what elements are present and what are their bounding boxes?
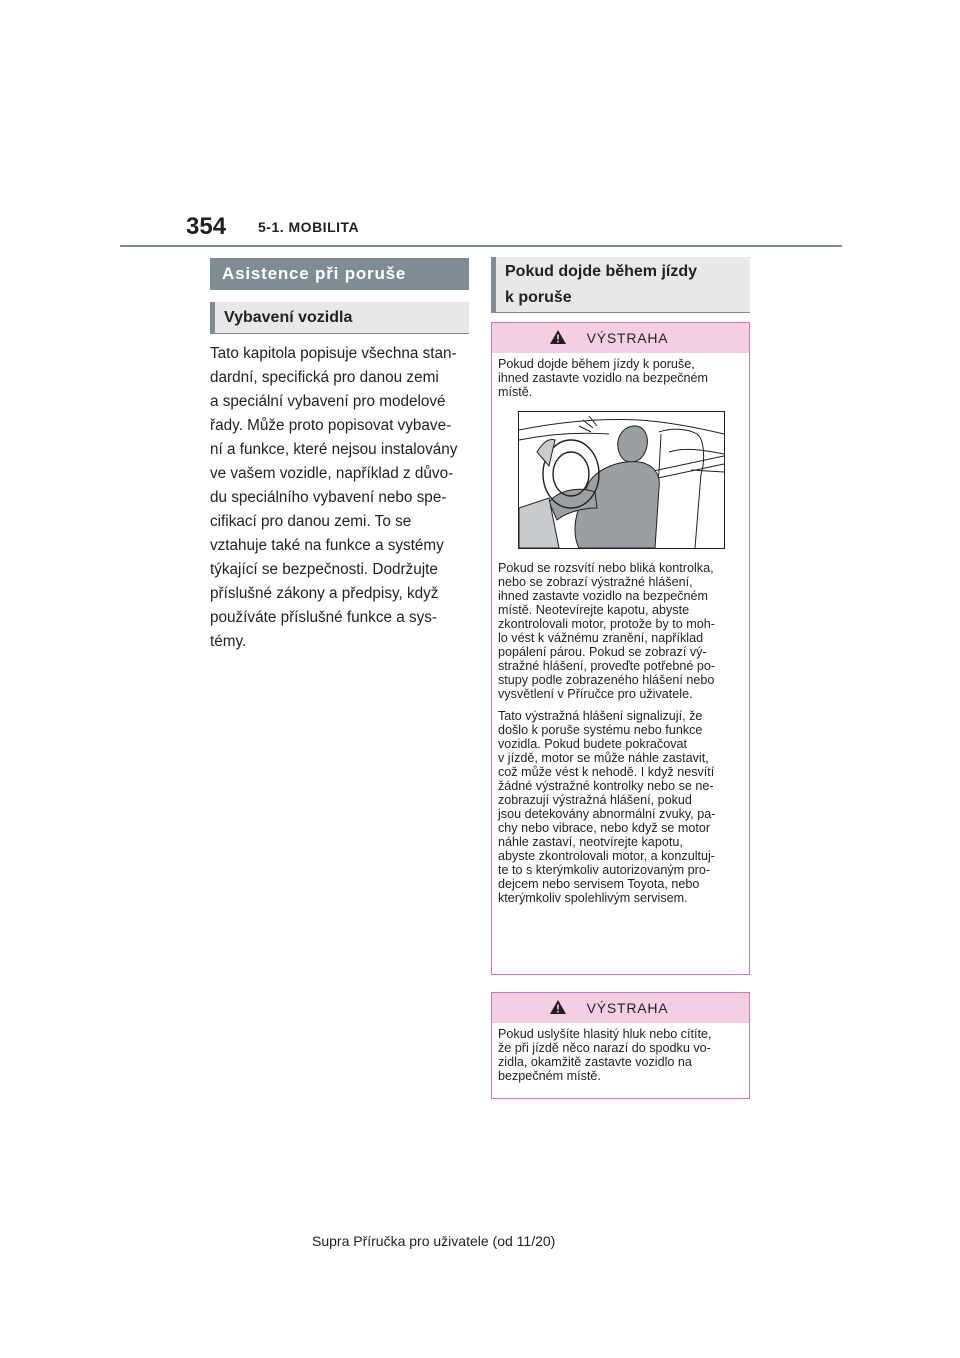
text-line: Pokud uslyšíte hlasitý hluk nebo cítíte, [498,1027,712,1041]
text-line: te to s kterýmkoliv autorizovaným pro- [498,863,711,877]
text-line: ihned zastavte vozidlo na bezpečném [498,589,709,603]
warning-paragraph [498,1027,743,1083]
breakdown-heading-line: Pokud dojde během jízdy [505,263,698,280]
section-label: 5-1. MOBILITA [258,219,360,235]
warning-paragraph [498,561,743,701]
intro-line: používáte příslušné funkce a sys- [210,609,438,626]
intro-line: du speciálního vybavení nebo spe- [210,489,447,506]
text-line: zidla, okamžitě zastavte vozidlo na [498,1055,692,1069]
breakdown-heading-line: k poruše [505,289,572,306]
warning-header [492,993,749,1023]
text-line: v jízdě, motor se může náhle zastavit, [498,751,709,765]
warning-title: VÝSTRAHA [586,330,669,346]
text-line: vysvětlení v Příručce pro uživatele. [498,687,693,701]
text-line: zobrazují výstražná hlášení, pokud [498,793,692,807]
header-divider [120,245,842,247]
text-line: chy nebo vibrace, nebo když se motor [498,821,711,835]
warning-box [491,322,750,975]
driver-illustration [518,411,725,549]
warning-paragraph [498,709,743,905]
intro-line: a speciální vybavení pro modelové [210,393,446,410]
warning-box [491,992,750,1099]
page-number: 354 [186,213,227,240]
text-line: Tato výstražná hlášení signalizují, že [498,709,703,723]
text-line: kterýmkoliv spolehlivým servisem. [498,891,688,905]
text-line: že při jízdě něco narazí do spodku vo- [498,1041,711,1055]
text-line: abyste zkontrolovali motor, a konzultuj- [498,849,715,863]
text-line: jsou detekovány abnormální zvuky, pa- [498,807,716,821]
main-heading: Asistence při poruše [210,258,469,290]
intro-line: Tato kapitola popisuje všechna stan- [210,345,457,362]
intro-line: ve vašem vozidle, například z důvo- [210,465,454,482]
intro-line: vztahuje také na funkce a systémy [210,537,444,554]
warning-triangle-icon [550,1000,566,1014]
intro-paragraph [210,342,472,654]
text-line: popálení párou. Pokud se zobrazí vý- [498,645,707,659]
text-line: dejcem nebo servisem Toyota, nebo [498,877,700,891]
warning-triangle-icon [550,330,566,344]
text-line: došlo k poruše systému nebo funkce [498,723,703,737]
text-line: ihned zastavte vozidlo na bezpečném [498,371,709,385]
warning-header [492,323,749,353]
text-line: nebo se zobrazí výstražné hlášení, [498,575,693,589]
text-line: zkontrolovali motor, protože by to moh- [498,617,715,631]
text-line: náhle zastaví, neotvírejte kapotu, [498,835,683,849]
text-line: Pokud dojde během jízdy k poruše, [498,357,695,371]
text-line: bezpečném místě. [498,1069,601,1083]
warning-intro [498,357,743,399]
sub-heading: Vybavení vozidla [210,302,469,334]
intro-line: dardní, specifická pro danou zemi [210,369,439,386]
text-line: stupy podle zobrazeného hlášení nebo [498,673,715,687]
intro-line: týkající se bezpečnosti. Dodržujte [210,561,438,578]
intro-line: ní a funkce, které nejsou instalovány [210,441,458,458]
warning-title: VÝSTRAHA [586,1000,669,1016]
text-line: místě. [498,385,533,399]
text-line: stražné hlášení, proveďte potřebné po- [498,659,716,673]
text-line: Pokud se rozsvítí nebo bliká kontrolka, [498,561,714,575]
intro-line: příslušné zákony a předpisy, když [210,585,439,602]
intro-line: řady. Může proto popisovat vybave- [210,417,452,434]
text-line: žádné výstražné kontrolky nebo se ne- [498,779,714,793]
footer-text: Supra Příručka pro uživatele (od 11/20) [312,1233,556,1249]
breakdown-heading [491,257,750,313]
intro-line: témy. [210,633,247,650]
text-line: lo vést k vážnému zranění, například [498,631,704,645]
intro-line: cifikací pro danou zemi. To se [210,513,412,530]
text-line: vozidla. Pokud budete pokračovat [498,737,688,751]
text-line: což může vést k nehodě. I když nesvítí [498,765,715,779]
text-line: místě. Neotevírejte kapotu, abyste [498,603,690,617]
